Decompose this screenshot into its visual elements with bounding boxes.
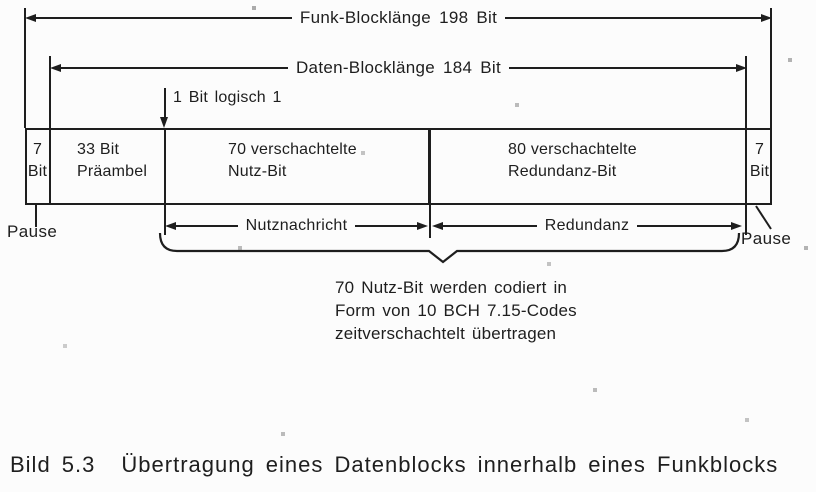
- curly-brace: [160, 233, 739, 262]
- arrowhead-left-icon: [50, 64, 61, 72]
- figure-title: Übertragung eines Datenblocks innerhalb eines Funkblocks: [121, 452, 779, 477]
- arrowhead-right-icon: [736, 64, 747, 72]
- coding-note-line: zeitverschachtelt übertragen: [335, 324, 557, 343]
- segment-divider-2: [164, 130, 166, 203]
- segment-text: 70 verschachtelte: [228, 141, 357, 158]
- dimension-line: [509, 67, 736, 69]
- pause-label-left: Pause: [7, 222, 58, 241]
- arrowhead-right-icon: [761, 14, 772, 22]
- segment-text: Redundanz-Bit: [508, 163, 617, 180]
- segment-divider-3: [428, 130, 431, 203]
- arrowhead-right-icon: [417, 222, 428, 230]
- segment-text: Präambel: [77, 163, 148, 180]
- extension-line-funk-left: [24, 8, 26, 128]
- dimension-line: [61, 67, 288, 69]
- pause-label-right: Pause: [741, 229, 792, 248]
- dimension-line: [505, 17, 761, 19]
- figure-caption: [10, 452, 778, 478]
- segment-nutz-bit: [228, 139, 357, 183]
- segment-text: 33 Bit: [77, 141, 120, 158]
- redundanz-label: Redundanz: [544, 217, 630, 234]
- coding-note: [335, 276, 577, 345]
- segment-text: 80 verschachtelte: [508, 141, 637, 158]
- dimension-line: [36, 17, 292, 19]
- dimension-funk-blocklaenge: [25, 10, 772, 26]
- pause-right-leader-line: [756, 206, 771, 229]
- segment-redundanz-bit: [508, 139, 637, 183]
- segment-7bit-right: [747, 139, 772, 183]
- divider-extension-middle: [429, 203, 431, 238]
- arrowhead-left-icon: [25, 14, 36, 22]
- dimension-line: [443, 225, 537, 227]
- dimension-daten-blocklaenge: [50, 60, 747, 76]
- segment-7bit-left: [25, 139, 50, 183]
- nutznachricht-label: Nutznachricht: [245, 217, 348, 234]
- dimension-line: [355, 225, 417, 227]
- segment-text: 7: [754, 141, 765, 158]
- bit-marker-label: 1 Bit logisch 1: [173, 89, 282, 106]
- segment-text: Bit: [27, 163, 48, 180]
- arrowhead-down-icon: [160, 117, 168, 128]
- segment-text: Nutz-Bit: [228, 163, 287, 180]
- coding-note-line: 70 Nutz-Bit werden codiert in: [335, 278, 568, 297]
- coding-note-line: Form von 10 BCH 7.15-Codes: [335, 301, 577, 320]
- span-arrow-nutznachricht: [165, 218, 428, 234]
- span-arrow-redundanz: [432, 218, 742, 234]
- segment-praeambel: [77, 139, 147, 183]
- dimension-line: [637, 225, 731, 227]
- extension-line-funk-right: [770, 8, 772, 128]
- bit-marker-line: [164, 88, 166, 119]
- daten-blocklaenge-label: Daten-Blocklänge 184 Bit: [295, 58, 502, 77]
- scan-noise-dots: [0, 0, 2, 2]
- dimension-line: [176, 225, 238, 227]
- arrowhead-left-icon: [165, 222, 176, 230]
- segment-text: 7: [32, 141, 43, 158]
- arrowhead-left-icon: [432, 222, 443, 230]
- funk-blocklaenge-label: Funk-Blocklänge 198 Bit: [299, 8, 498, 27]
- segment-text: Bit: [749, 163, 770, 180]
- figure-number: Bild 5.3: [10, 452, 96, 477]
